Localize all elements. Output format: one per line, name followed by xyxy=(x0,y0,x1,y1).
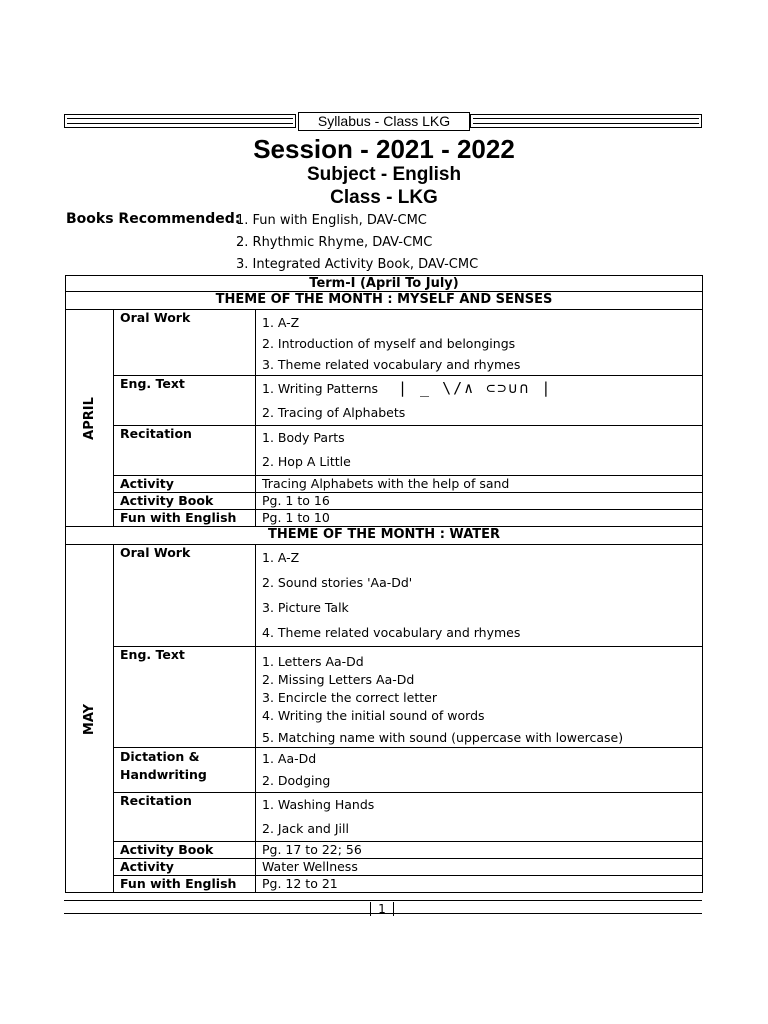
content-cell xyxy=(256,376,703,426)
content-cell xyxy=(256,426,703,476)
book-item: 2. Rhythmic Rhyme, DAV-CMC xyxy=(236,235,433,250)
books-recommended-label: Books Recommended: xyxy=(66,211,241,227)
table-row xyxy=(66,647,703,748)
table-row xyxy=(66,510,703,527)
content-cell xyxy=(256,545,703,647)
list-item: 1. A-Z xyxy=(262,315,300,330)
category-cell: Activity Book xyxy=(114,493,256,510)
content-cell: Pg. 12 to 21 xyxy=(256,876,703,893)
may-theme-heading: THEME OF THE MONTH : WATER xyxy=(66,527,703,545)
list-item: 2. Jack and Jill xyxy=(262,821,349,836)
session-title: Session - 2021 - 2022 xyxy=(253,134,515,164)
banner-rail-right xyxy=(470,114,702,128)
content-cell: Pg. 1 to 10 xyxy=(256,510,703,527)
books-list xyxy=(236,212,478,278)
list-item: 4. Theme related vocabulary and rhymes xyxy=(262,625,521,640)
category-cell: Eng. Text xyxy=(114,647,256,748)
list-item: 3. Encircle the correct letter xyxy=(262,690,437,705)
list-item: 2. Hop A Little xyxy=(262,454,351,469)
category-cell: Activity xyxy=(114,476,256,493)
category-cell: Dictation & Handwriting xyxy=(114,748,256,793)
banner-label: Syllabus - Class LKG xyxy=(298,112,470,131)
list-item: 3. Theme related vocabulary and rhymes xyxy=(262,357,521,372)
month-label-may: MAY xyxy=(66,545,114,893)
content-cell xyxy=(256,748,703,793)
list-item: 1. A-Z xyxy=(262,550,300,565)
list-item: 1. Washing Hands xyxy=(262,797,375,812)
table-row xyxy=(66,310,703,376)
syllabus-banner xyxy=(64,112,702,130)
category-cell: Activity xyxy=(114,859,256,876)
month-label-april: APRIL xyxy=(66,310,114,527)
table-row xyxy=(66,842,703,859)
subject-title: Subject - English xyxy=(306,164,462,185)
book-item: 1. Fun with English, DAV-CMC xyxy=(236,213,427,228)
table-row xyxy=(66,476,703,493)
table-row xyxy=(66,376,703,426)
list-item: 5. Matching name with sound (uppercase with lowercase) xyxy=(262,730,624,745)
content-cell xyxy=(256,793,703,842)
category-cell: Fun with English xyxy=(114,510,256,527)
category-cell: Oral Work xyxy=(114,545,256,647)
banner-rail-left xyxy=(64,114,296,128)
list-item: 2. Introduction of myself and belongings xyxy=(262,336,516,351)
list-item: 2. Sound stories 'Aa-Dd' xyxy=(262,575,413,590)
footer-rule-bottom xyxy=(64,913,702,914)
content-cell: Water Wellness xyxy=(256,859,703,876)
table-row xyxy=(66,876,703,893)
category-cell: Recitation xyxy=(114,426,256,476)
content-cell xyxy=(256,647,703,748)
table-row xyxy=(66,545,703,647)
book-item: 3. Integrated Activity Book, DAV-CMC xyxy=(236,257,479,272)
term-heading: Term-I (April To July) xyxy=(66,276,703,292)
category-cell: Oral Work xyxy=(114,310,256,376)
list-item: 1. Writing Patterns | _ \/∧ ⊂⊃∪∩ | xyxy=(262,379,553,397)
list-item: 1. Letters Aa-Dd xyxy=(262,654,364,669)
list-item: 1. Aa-Dd xyxy=(262,751,317,766)
table-row xyxy=(66,793,703,842)
list-item: 1. Body Parts xyxy=(262,430,345,445)
category-cell: Recitation xyxy=(114,793,256,842)
syllabus-table xyxy=(65,275,703,893)
content-cell: Pg. 17 to 22; 56 xyxy=(256,842,703,859)
list-item: 4. Writing the initial sound of words xyxy=(262,708,485,723)
list-item: 2. Dodging xyxy=(262,773,331,788)
class-title: Class - LKG xyxy=(330,187,438,208)
list-item: 2. Tracing of Alphabets xyxy=(262,405,406,420)
content-cell: Pg. 1 to 16 xyxy=(256,493,703,510)
table-row xyxy=(66,426,703,476)
content-cell xyxy=(256,310,703,376)
table-row xyxy=(66,493,703,510)
category-cell: Eng. Text xyxy=(114,376,256,426)
writing-patterns-glyphs: | _ \/∧ ⊂⊃∪∩ | xyxy=(398,379,553,397)
content-cell: Tracing Alphabets with the help of sand xyxy=(256,476,703,493)
list-item: 2. Missing Letters Aa-Dd xyxy=(262,672,415,687)
footer-rule-top xyxy=(64,900,702,901)
category-cell: Fun with English xyxy=(114,876,256,893)
april-theme-heading: THEME OF THE MONTH : MYSELF AND SENSES xyxy=(66,292,703,310)
list-item: 3. Picture Talk xyxy=(262,600,349,615)
page-number: 1 xyxy=(370,902,394,916)
table-row xyxy=(66,859,703,876)
category-cell: Activity Book xyxy=(114,842,256,859)
table-row xyxy=(66,748,703,793)
